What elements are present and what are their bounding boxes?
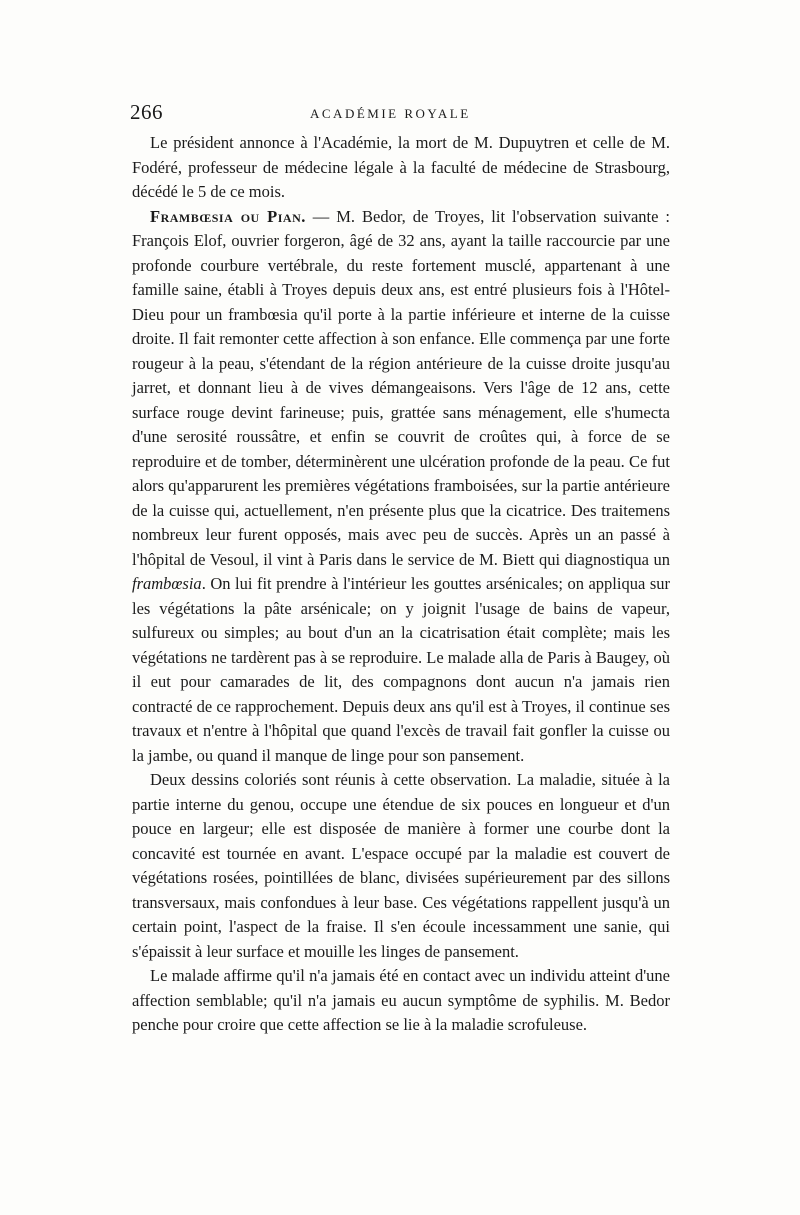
observation-text-part-1: — M. Bedor, de Troyes, lit l'observation suivante : François Elof, ouvrier forgeron, âgé de 32 ans, ayant la taille raccourcie par une profonde courbure vertébrale, du reste fortement musclé, appartenant à une famille saine, établi à Troyes depuis deux ans, est entré plusieurs fois à l'Hôtel-Dieu pour un frambœsia qu'il porte à la partie inférieure et interne de la cuisse droite. Il fait remonter cette affection à son enfance. Elle commença par une forte rougeur à la peau, s'étendant de la région antérieure de la cuisse droite jusqu'au jarret, et donnant lieu à de vives démangeaisons. Vers l'âge de 12 ans, cette surface rouge devint farineuse; puis, grattée sans ménagement, elle s'humecta d'une serosité roussâtre, et enfin se couvrit de croûtes qui, à force de se reproduire et de tomber, déterminèrent une ulcération profonde de la peau. Ce fut alors qu'apparurent les premières végétations framboisées, sur la partie antérieure de la cuisse qui, actuellement, n'en présente plus que la cicatrice. Des traitemens nombreux leur furent opposés, mais avec peu de succès. Après un an passé à l'hôpital de Vesoul, il vint à Paris dans le service de M. Biett qui diagnostiqua un — [132, 206, 670, 569]
body-text — [132, 131, 670, 1038]
observation-text-part-2: . On lui fit prendre à l'intérieur les gouttes arsénicales; on appliqua sur les végétations la pâte arsénicale; on y joignit l'usage de bains de vapeur, sulfureux ou simples; au bout d'un an la cicatrisation était complète; mais les végétations ne tardèrent pas à se reproduire. Le malade alla de Paris à Baugey, où il eut pour camarades de lit, des compagnons dont aucun n'a jamais rien contracté de ce rapprochement. Depuis deux ans qu'il est à Troyes, il continue ses travaux et n'entre à l'hôpital que quand l'excès de travail fait gonfler la cuisse ou la jambe, ou quand il manque de linge pour son pansement. — [132, 574, 670, 765]
paragraph-announcement: Le président annonce à l'Académie, la mort de M. Dupuytren et celle de M. Fodéré, professeur de médecine légale à la faculté de médecine de Strasbourg, décédé le 5 de ce mois. — [132, 133, 670, 201]
paragraph-drawings: Deux dessins coloriés sont réunis à cette observation. La maladie, située à la partie interne du genou, occupe une étendue de six pouces en longueur et d'un pouce en largeur; elle est disposée de manière à former une courbe dont la concavité est tournée en avant. L'espace occupé par la maladie est couvert de végétations rosées, pointillées de blanc, divisées supérieurement par des sillons transversaux, mais confondues à leur base. Ces végétations rappellent jusqu'à un certain point, l'aspect de la fraise. Il s'en écoule incessamment une sanie, qui s'épaissit à leur surface et mouille les linges de pansement. — [132, 770, 670, 961]
running-head — [130, 100, 670, 126]
paragraph-observation — [132, 205, 670, 769]
running-title: ACADÉMIE ROYALE — [310, 106, 471, 121]
page-number: 266 — [130, 100, 163, 124]
italic-term: frambœsia — [132, 574, 202, 593]
section-heading: Frambœsia ou Pian. — [150, 206, 306, 226]
paragraph-conclusion: Le malade affirme qu'il n'a jamais été en contact avec un individu atteint d'une affection semblable; qu'il n'a jamais eu aucun symptôme de syphilis. M. Bedor penche pour croire que cette affection se lie à la maladie scrofuleuse. — [132, 966, 670, 1034]
